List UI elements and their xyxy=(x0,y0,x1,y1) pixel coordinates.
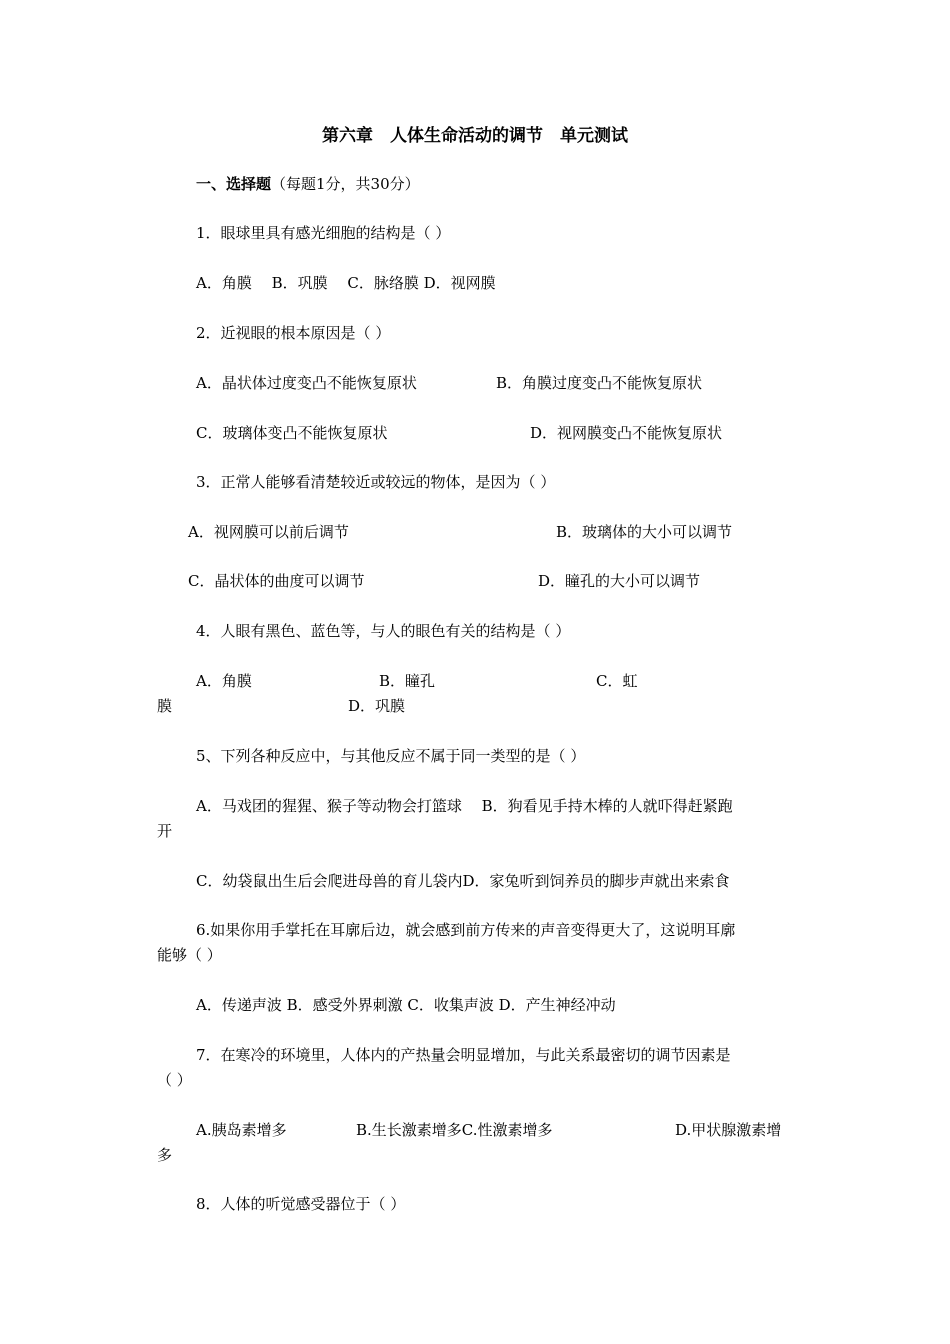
question-4-option-c-wrap: 膜 xyxy=(157,697,173,715)
question-2-option-d: D．视网膜变凸不能恢复原状 xyxy=(530,424,723,442)
question-7-options-bc: B.生长激素增多C.性激素增多 xyxy=(356,1121,553,1139)
question-2-option-b: B．角膜过度变凸不能恢复原状 xyxy=(496,374,703,392)
question-5-options-cd: C．幼袋鼠出生后会爬进母兽的育儿袋内D．家兔听到饲养员的脚步声就出来索食 xyxy=(196,872,730,890)
question-5-options-ab-wrap: 开 xyxy=(157,822,173,840)
question-1-options: A．角膜 B．巩膜 C．脉络膜 D．视网膜 xyxy=(196,274,496,292)
question-8-stem: 8．人体的听觉感受器位于（ ） xyxy=(196,1195,406,1213)
section-heading xyxy=(196,174,420,194)
question-7-option-d-wrap: 多 xyxy=(157,1146,173,1164)
question-5-options-ab: A．马戏团的猩猩、猴子等动物会打篮球 B．狗看见手持木棒的人就吓得赶紧跑 xyxy=(196,797,733,815)
question-5-stem: 5、下列各种反应中，与其他反应不属于同一类型的是（ ） xyxy=(196,747,586,765)
question-7-stem-wrap: （ ） xyxy=(157,1071,192,1089)
question-6-stem-wrap: 能够（ ） xyxy=(157,946,222,964)
question-7-option-a: A.胰岛素增多 xyxy=(196,1121,287,1139)
question-3-option-b: B．玻璃体的大小可以调节 xyxy=(556,523,733,541)
question-7-stem: 7．在寒冷的环境里，人体内的产热量会明显增加，与此关系最密切的调节因素是 xyxy=(196,1046,731,1064)
question-1-stem: 1．眼球里具有感光细胞的结构是（ ） xyxy=(196,224,451,242)
question-7-option-d: D.甲状腺激素增 xyxy=(675,1121,782,1139)
question-6-stem: 6.如果你用手掌托在耳廓后边，就会感到前方传来的声音变得更大了，这说明耳廓 xyxy=(196,921,736,939)
question-3-option-a: A．视网膜可以前后调节 xyxy=(188,523,349,541)
question-3-stem: 3．正常人能够看清楚较近或较远的物体，是因为（ ） xyxy=(196,473,556,491)
question-3-option-c: C．晶状体的曲度可以调节 xyxy=(188,572,365,590)
question-2-option-c: C．玻璃体变凸不能恢复原状 xyxy=(196,424,388,442)
question-3-option-d: D．瞳孔的大小可以调节 xyxy=(538,572,701,590)
question-2-stem: 2．近视眼的根本原因是（ ） xyxy=(196,324,391,342)
question-2-option-a: A．晶状体过度变凸不能恢复原状 xyxy=(196,374,417,392)
question-4-stem: 4．人眼有黑色、蓝色等，与人的眼色有关的结构是（ ） xyxy=(196,622,571,640)
question-4-option-c: C．虹 xyxy=(596,672,638,690)
page-title: 第六章 人体生命活动的调节 单元测试 xyxy=(322,126,628,146)
question-4-option-d: D．巩膜 xyxy=(348,697,406,715)
section-note: （每题1分，共30分） xyxy=(271,175,420,193)
question-4-option-b: B．瞳孔 xyxy=(379,672,436,690)
question-6-options: A．传递声波 B．感受外界刺激 C．收集声波 D．产生神经冲动 xyxy=(196,996,616,1014)
section-label: 一、选择题 xyxy=(196,175,272,193)
question-4-option-a: A．角膜 xyxy=(196,672,252,690)
